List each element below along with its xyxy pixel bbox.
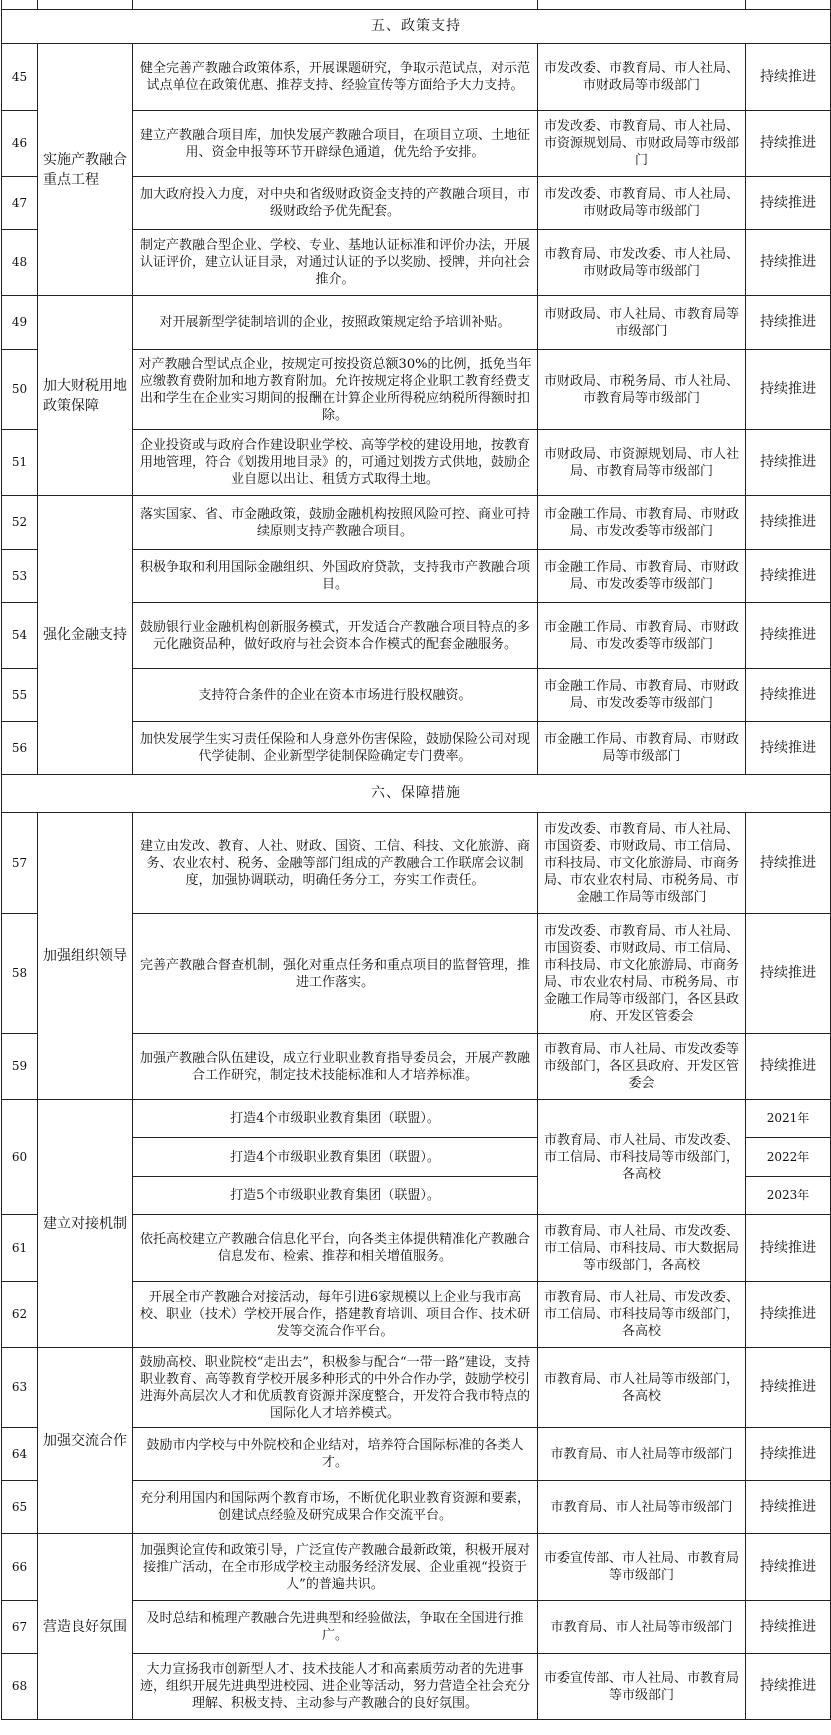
task-cell: 打造4个市级职业教育集团（联盟）。 bbox=[133, 1138, 538, 1177]
row-number: 66 bbox=[2, 1534, 38, 1601]
department-cell: 市财政局、市人社局、市教育局等市级部门 bbox=[538, 296, 746, 350]
task-cell: 打造4个市级职业教育集团（联盟）。 bbox=[133, 1100, 538, 1138]
row-number: 61 bbox=[2, 1215, 38, 1282]
progress-cell: 持续推进 bbox=[746, 1534, 831, 1601]
row-number: 68 bbox=[2, 1654, 38, 1720]
progress-cell: 持续推进 bbox=[746, 669, 831, 722]
department-cell: 市教育局、市人社局等市级部门 bbox=[538, 1481, 746, 1534]
department-cell: 市金融工作局、市教育局、市财政局、市发改委等市级部门 bbox=[538, 669, 746, 722]
row-number: 50 bbox=[2, 350, 38, 430]
row-number: 59 bbox=[2, 1034, 38, 1100]
category-cell: 加强交流合作 bbox=[38, 1348, 133, 1534]
table-row-cut bbox=[2, 0, 831, 10]
progress-cell: 持续推进 bbox=[746, 350, 831, 430]
progress-cell: 持续推进 bbox=[746, 1215, 831, 1282]
category-cell: 建立对接机制 bbox=[38, 1100, 133, 1348]
department-cell: 市财政局、市税务局、市人社局、市教育局等市级部门 bbox=[538, 350, 746, 430]
category-cell: 加强组织领导 bbox=[38, 813, 133, 1100]
task-cell: 鼓励高校、职业院校“走出去”，积极参与配合“一带一路”建设，支持职业教育、高等教育学校开展多种形式的中外合作办学，鼓励学校引进海外高层次人才和优质教育资源并深度整合，开发符合我市特点的国际化人才培养模式。 bbox=[133, 1348, 538, 1428]
year-cell: 2022年 bbox=[746, 1138, 831, 1177]
department-cell: 市金融工作局、市教育局、市财政局等市级部门 bbox=[538, 722, 746, 775]
task-cell: 开展全市产教融合对接活动，每年引进6家规模以上企业与我市高校、职业（技术）学校开展合作，搭建教育培训、项目合作、技术研发等交流合作平台。 bbox=[133, 1282, 538, 1348]
progress-cell: 持续推进 bbox=[746, 603, 831, 669]
progress-cell: 持续推进 bbox=[746, 1654, 831, 1720]
task-cell: 打造5个市级职业教育集团（联盟）。 bbox=[133, 1177, 538, 1215]
progress-cell: 持续推进 bbox=[746, 722, 831, 775]
category-cell: 营造良好氛围 bbox=[38, 1534, 133, 1720]
task-cell: 完善产教融合督查机制，强化对重点任务和重点项目的监督管理，推进工作落实。 bbox=[133, 914, 538, 1034]
category-cell: 加大财税用地政策保障 bbox=[38, 296, 133, 496]
table-row bbox=[2, 813, 831, 914]
task-cell: 支持符合条件的企业在资本市场进行股权融资。 bbox=[133, 669, 538, 722]
task-cell: 鼓励银行业金融机构创新服务模式，开发适合产教融合项目特点的多元化融资品种，做好政府与社会资本合作模式的配套金融服务。 bbox=[133, 603, 538, 669]
department-cell: 市教育局、市发改委、市人社局、市财政局等市级部门 bbox=[538, 230, 746, 296]
progress-cell: 持续推进 bbox=[746, 296, 831, 350]
task-cell: 落实国家、省、市金融政策，鼓励金融机构按照风险可控、商业可持续原则支持产教融合项目。 bbox=[133, 496, 538, 550]
department-cell: 市教育局、市人社局等市级部门 bbox=[538, 1601, 746, 1654]
row-number: 51 bbox=[2, 430, 38, 496]
table-row bbox=[2, 1534, 831, 1601]
department-cell: 市教育局、市人社局等市级部门 bbox=[538, 1428, 746, 1481]
row-number: 47 bbox=[2, 177, 38, 230]
task-cell: 对开展新型学徒制培训的企业，按照政策规定给予培训补贴。 bbox=[133, 296, 538, 350]
task-cell: 加强产教融合队伍建设，成立行业职业教育指导委员会，开展产教融合工作研究，制定技术技能标准和人才培养标准。 bbox=[133, 1034, 538, 1100]
row-number: 64 bbox=[2, 1428, 38, 1481]
department-cell: 市教育局、市人社局、市发改委、市工信局、市科技局、市大数据局等市级部门，各高校 bbox=[538, 1215, 746, 1282]
task-cell: 鼓励市内学校与中外院校和企业结对，培养符合国际标准的各类人才。 bbox=[133, 1428, 538, 1481]
progress-cell: 持续推进 bbox=[746, 1481, 831, 1534]
category-cell: 实施产教融合重点工程 bbox=[38, 44, 133, 296]
task-cell: 建立产教融合项目库，加快发展产教融合项目，在项目立项、土地征用、资金申报等环节开辟绿色通道，优先给予安排。 bbox=[133, 111, 538, 177]
row-number: 65 bbox=[2, 1481, 38, 1534]
category-cell: 强化金融支持 bbox=[38, 496, 133, 775]
department-cell: 市发改委、市教育局、市人社局、市财政局等市级部门 bbox=[538, 44, 746, 111]
task-cell: 充分利用国内和国际两个教育市场，不断优化职业教育资源和要素，创建试点经验及研究成果合作交流平台。 bbox=[133, 1481, 538, 1534]
progress-cell: 持续推进 bbox=[746, 230, 831, 296]
task-table bbox=[1, 0, 831, 1720]
row-number: 62 bbox=[2, 1282, 38, 1348]
section-heading-row bbox=[2, 775, 831, 813]
task-cell: 加快发展学生实习责任保险和人身意外伤害保险，鼓励保险公司对现代学徒制、企业新型学徒制保险确定专门费率。 bbox=[133, 722, 538, 775]
progress-cell: 持续推进 bbox=[746, 496, 831, 550]
progress-cell: 持续推进 bbox=[746, 550, 831, 603]
task-cell: 积极争取和利用国际金融组织、外国政府贷款，支持我市产教融合项目。 bbox=[133, 550, 538, 603]
section-heading: 五、政策支持 bbox=[2, 10, 831, 44]
task-cell: 健全完善产教融合政策体系，开展课题研究，争取示范试点，对示范试点单位在政策优惠、推荐支持、经验宣传等方面给予大力支持。 bbox=[133, 44, 538, 111]
task-cell: 建立由发改、教育、人社、财政、国资、工信、科技、文化旅游、商务、农业农村、税务、金融等部门组成的产教融合工作联席会议制度，加强协调联动，明确任务分工，夯实工作责任。 bbox=[133, 813, 538, 914]
table-row bbox=[2, 1100, 831, 1138]
row-number: 63 bbox=[2, 1348, 38, 1428]
task-cell: 加大政府投入力度，对中央和省级财政资金支持的产教融合项目，市级财政给予优先配套。 bbox=[133, 177, 538, 230]
progress-cell: 持续推进 bbox=[746, 430, 831, 496]
task-cell: 加强舆论宣传和政策引导，广泛宣传产教融合最新政策，积极开展对接推广活动，在全市形成学校主动服务经济发展、企业重视“投资于人”的普遍共识。 bbox=[133, 1534, 538, 1601]
task-cell: 及时总结和梳理产教融合先进典型和经验做法，争取在全国进行推广。 bbox=[133, 1601, 538, 1654]
table-row bbox=[2, 296, 831, 350]
department-cell: 市金融工作局、市教育局、市财政局、市发改委等市级部门 bbox=[538, 550, 746, 603]
row-number: 46 bbox=[2, 111, 38, 177]
row-number: 56 bbox=[2, 722, 38, 775]
progress-cell: 持续推进 bbox=[746, 1348, 831, 1428]
section-heading: 六、保障措施 bbox=[2, 775, 831, 813]
progress-cell: 持续推进 bbox=[746, 1034, 831, 1100]
year-cell: 2021年 bbox=[746, 1100, 831, 1138]
row-number: 60 bbox=[2, 1100, 38, 1215]
department-cell: 市金融工作局、市教育局、市财政局、市发改委等市级部门 bbox=[538, 496, 746, 550]
progress-cell: 持续推进 bbox=[746, 1601, 831, 1654]
section-heading-row bbox=[2, 10, 831, 44]
progress-cell: 持续推进 bbox=[746, 111, 831, 177]
row-number: 52 bbox=[2, 496, 38, 550]
department-cell: 市教育局、市人社局等市级部门，各高校 bbox=[538, 1348, 746, 1428]
department-cell: 市发改委、市教育局、市人社局、市资源规划局、市财政局等市级部门 bbox=[538, 111, 746, 177]
table-row bbox=[2, 1348, 831, 1428]
row-number: 53 bbox=[2, 550, 38, 603]
progress-cell: 持续推进 bbox=[746, 1282, 831, 1348]
task-cell: 大力宣扬我市创新型人才、技术技能人才和高素质劳动者的先进事迹，组织开展先进典型进校园、进企业等活动，努力营造全社会充分理解、积极支持、主动参与产教融合的良好氛围。 bbox=[133, 1654, 538, 1720]
row-number: 49 bbox=[2, 296, 38, 350]
department-cell: 市委宣传部、市人社局、市教育局等市级部门 bbox=[538, 1534, 746, 1601]
task-cell: 对产教融合型试点企业，按规定可按投资总额30%的比例，抵免当年应缴教育费附加和地方教育附加。允许按规定将企业职工教育经费支出和学生在企业实习期间的报酬在计算企业所得税应纳税所得额时扣除。 bbox=[133, 350, 538, 430]
progress-cell: 持续推进 bbox=[746, 177, 831, 230]
progress-cell: 持续推进 bbox=[746, 44, 831, 111]
table-row bbox=[2, 44, 831, 111]
progress-cell: 持续推进 bbox=[746, 914, 831, 1034]
department-cell: 市发改委、市教育局、市人社局、市国资委、市财政局、市工信局、市科技局、市文化旅游局、市商务局、市农业农村局、市税务局、市金融工作局等市级部门 bbox=[538, 813, 746, 914]
task-cell: 依托高校建立产教融合信息化平台，向各类主体提供精准化产教融合信息发布、检索、推荐和相关增值服务。 bbox=[133, 1215, 538, 1282]
row-number: 67 bbox=[2, 1601, 38, 1654]
task-cell: 企业投资或与政府合作建设职业学校、高等学校的建设用地，按教育用地管理，符合《划拨用地目录》的，可通过划拨方式供地，鼓励企业自愿以出让、租赁方式取得土地。 bbox=[133, 430, 538, 496]
year-cell: 2023年 bbox=[746, 1177, 831, 1215]
row-number: 54 bbox=[2, 603, 38, 669]
department-cell: 市财政局、市资源规划局、市人社局、市教育局等市级部门 bbox=[538, 430, 746, 496]
row-number: 48 bbox=[2, 230, 38, 296]
department-cell: 市发改委、市教育局、市人社局、市财政局等市级部门 bbox=[538, 177, 746, 230]
department-cell: 市教育局、市人社局、市发改委等市级部门，各区县政府、开发区管委会 bbox=[538, 1034, 746, 1100]
progress-cell: 持续推进 bbox=[746, 1428, 831, 1481]
department-cell: 市教育局、市人社局、市发改委、市工信局、市科技局等市级部门，各高校 bbox=[538, 1282, 746, 1348]
department-cell: 市发改委、市教育局、市人社局、市国资委、市财政局、市工信局、市科技局、市文化旅游局、市商务局、市农业农村局、市税务局、市金融工作局等市级部门，各区县政府、开发区管委会 bbox=[538, 914, 746, 1034]
row-number: 57 bbox=[2, 813, 38, 914]
task-cell: 制定产教融合型企业、学校、专业、基地认证标准和评价办法，开展认证评价，建立认证目录，对通过认证的予以奖励、授牌，并向社会推介。 bbox=[133, 230, 538, 296]
row-number: 55 bbox=[2, 669, 38, 722]
department-cell: 市委宣传部、市人社局、市教育局等市级部门 bbox=[538, 1654, 746, 1720]
department-cell: 市教育局、市人社局、市发改委、市工信局、市科技局等市级部门，各高校 bbox=[538, 1100, 746, 1215]
progress-cell: 持续推进 bbox=[746, 813, 831, 914]
table-row bbox=[2, 496, 831, 550]
department-cell: 市金融工作局、市教育局、市财政局、市发改委等市级部门 bbox=[538, 603, 746, 669]
row-number: 45 bbox=[2, 44, 38, 111]
row-number: 58 bbox=[2, 914, 38, 1034]
